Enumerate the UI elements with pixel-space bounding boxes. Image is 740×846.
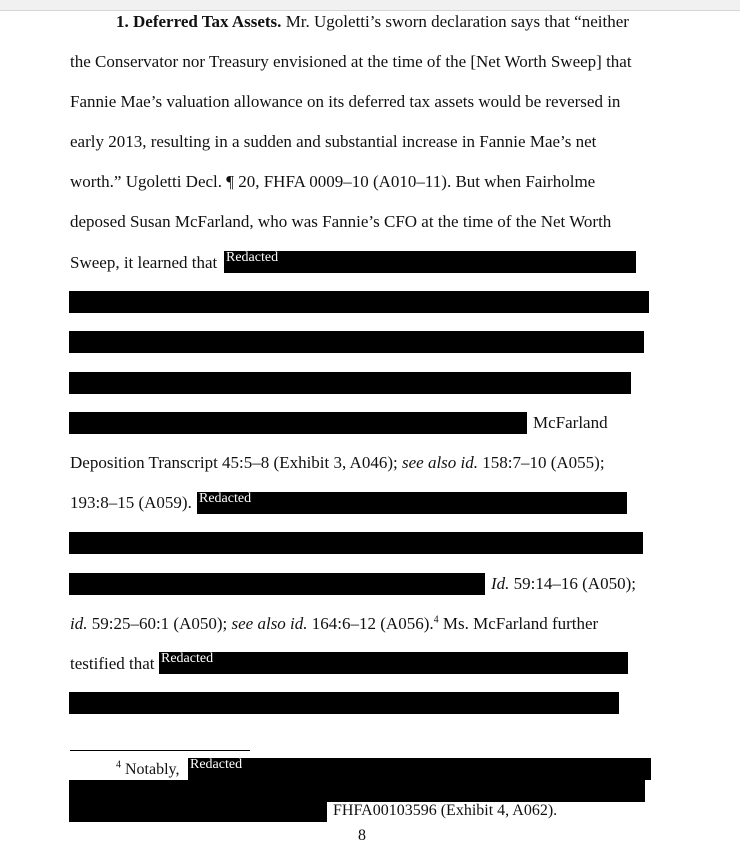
citation-text: 59:14–16 (A050); [509,574,636,593]
citation-text: 59:25–60:1 (A050); [87,614,232,633]
paragraph-line-17: testified that [70,654,155,673]
paragraph-line-1 [116,12,629,32]
redacted-label: Redacted [161,651,214,666]
citation-signal: see also id. [401,453,479,472]
paragraph-line-7: Sweep, it learned that [70,253,218,272]
redaction-bar [69,291,649,313]
paragraph-line-4: early 2013, resulting in a sudden and substantial increase in Fannie Mae’s net [70,132,597,151]
footnote-citation: FHFA00103596 (Exhibit 4, A062). [333,802,558,819]
footnote [116,760,180,780]
paragraph-line-13: 193:8–15 (A059). [70,493,192,512]
paragraph-line-11: McFarland [533,413,608,432]
redaction-bar [69,800,327,822]
viewer-top-bar [0,0,740,11]
page-number: 8 [358,827,366,844]
line-1-text: Mr. Ugoletti’s sworn declaration says that “neither [281,12,629,31]
redaction-bar [69,573,485,595]
paragraph-line-3: Fannie Mae’s valuation allowance on its deferred tax assets would be reversed in [70,92,621,111]
line-16-tail: Ms. McFarland further [438,614,599,633]
citation-text: 164:6–12 (A056). [307,614,434,633]
paragraph-line-12 [70,453,605,473]
footnote-separator [70,750,250,751]
paragraph-line-2: the Conservator nor Treasury envisioned at the time of the [Net Worth Sweep] that [70,52,632,71]
redaction-bar [197,492,627,514]
citation-signal: id. [70,614,88,633]
footnote-number: 4 [116,759,121,771]
paragraph-line-16 [70,614,598,634]
redacted-label: Redacted [226,250,279,265]
redacted-label: Redacted [190,757,243,772]
redaction-bar [159,652,628,674]
citation-text: 158:7–10 (A055); [478,453,605,472]
paragraph-line-15 [491,574,636,594]
redacted-label: Redacted [199,491,252,506]
redaction-bar [69,532,643,554]
redaction-bar [69,331,644,353]
redaction-bar [69,780,645,802]
redaction-bar [69,692,619,714]
footnote-text: Notably, [121,761,180,778]
redaction-bar [188,758,651,780]
footnote-reference[interactable]: 4 [433,614,439,626]
citation-text: Deposition Transcript 45:5–8 (Exhibit 3, A046); [70,453,402,472]
citation-signal: Id. [491,574,510,593]
redaction-bar [224,251,636,273]
redaction-bar [69,372,631,394]
section-heading: 1. Deferred Tax Assets. [116,12,282,31]
paragraph-line-5: worth.” Ugoletti Decl. ¶ 20, FHFA 0009–10 (A010–11). But when Fairholme [70,172,596,191]
redaction-bar [69,412,527,434]
citation-signal: see also id. [231,614,308,633]
paragraph-line-6: deposed Susan McFarland, who was Fannie’s CFO at the time of the Net Worth [70,212,612,231]
